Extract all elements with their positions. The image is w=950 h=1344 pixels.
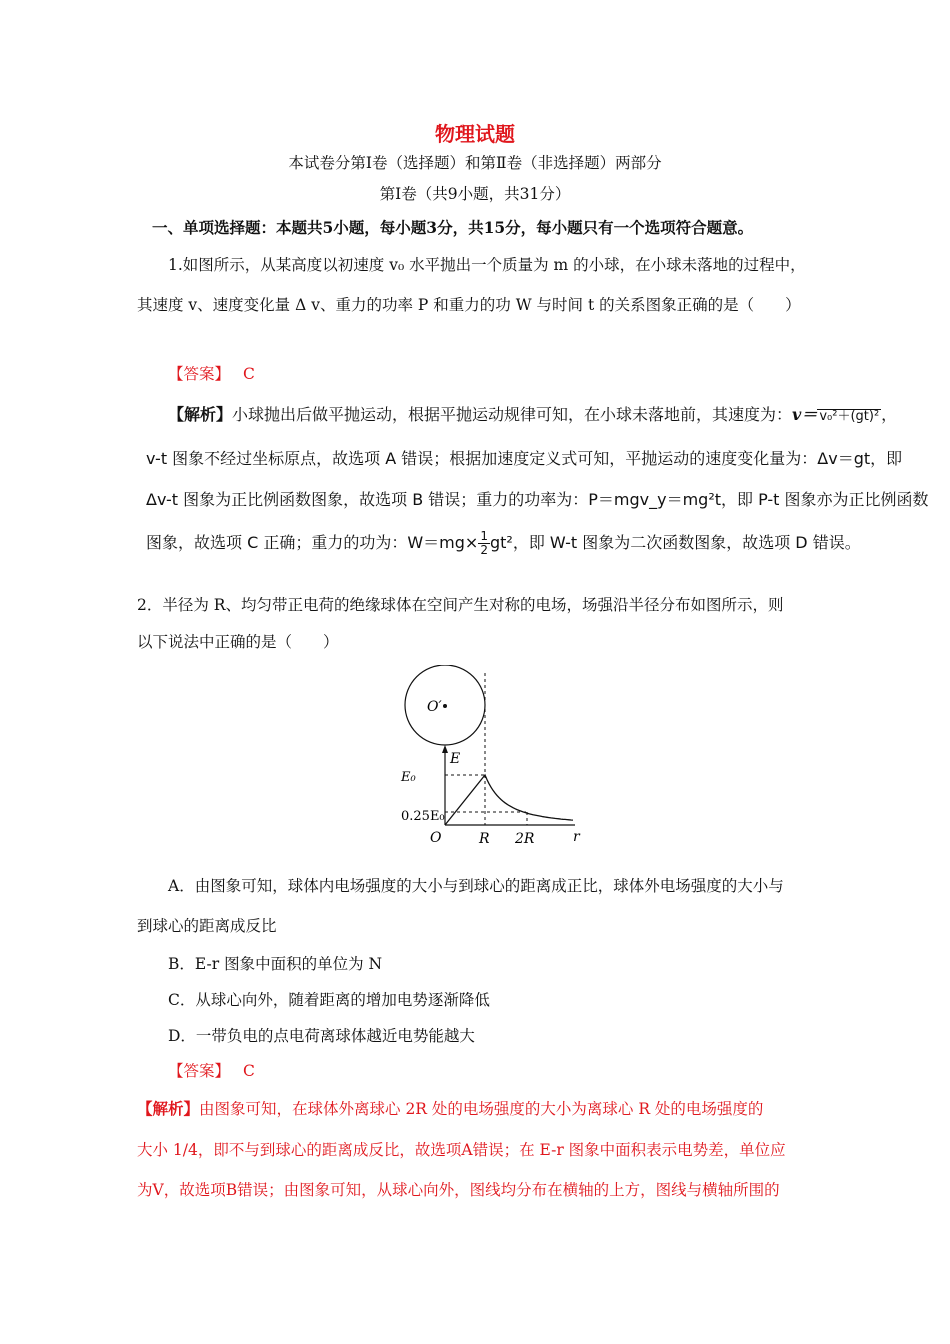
q1-analysis-text1: 小球抛出后做平抛运动，根据平抛运动规律可知，在小球未落地前，其速度为： — [232, 405, 793, 424]
q1-analysis-line1 — [168, 405, 897, 425]
q2-analysis-label: 【解析】 — [137, 1099, 200, 1118]
q2-option-a-line1: A．由图象可知，球体内电场强度的大小与到球心的距离成正比，球体外电场强度的大小与 — [168, 877, 784, 895]
x-axis-label: r — [573, 829, 580, 845]
q1-answer — [168, 364, 255, 384]
q2-stem-line2: 以下说法中正确的是（ ） — [137, 633, 339, 651]
q1-velocity-formula: v＝ — [792, 405, 818, 424]
part1-header: 第Ⅰ卷（共9小题，共31分） — [379, 185, 571, 203]
sphere-center-label: O′ — [427, 699, 442, 715]
q2-option-c: C．从球心向外，随着距离的增加电势逐渐降低 — [168, 991, 490, 1009]
origin-label: O — [430, 830, 442, 846]
q2-answer — [168, 1061, 255, 1081]
q2-analysis-text1: 由图象可知，在球体外离球心 2R 处的电场强度的大小为离球心 R 处的电场强度的 — [199, 1100, 764, 1118]
y-axis-label: E — [450, 751, 461, 767]
exam-subtitle: 本试卷分第Ⅰ卷（选择题）和第Ⅱ卷（非选择题）两部分 — [288, 154, 662, 172]
q1-analysis-end1: ， — [881, 405, 898, 424]
y-axis-arrow — [442, 745, 448, 753]
q1-stem-line1: 1.如图所示，从某高度以初速度 v₀ 水平抛出一个质量为 m 的小球，在小球未落地的过程中， — [168, 256, 806, 274]
q2-option-b: B．E-r 图象中面积的单位为 N — [168, 955, 383, 973]
two-r-tick-label: 2R — [515, 831, 535, 847]
q1-stem-line2: 其速度 v、速度变化量 Δ v、重力的功率 P 和重力的功 W 与时间 t 的关系图象正确的是（ ） — [137, 296, 801, 314]
q1-analysis-line3: Δv-t 图象为正比例函数图象，故选项 B 错误；重力的功率为：P＝mgv_y＝mg²t，即 P-t 图象亦为正比例函数 — [146, 490, 929, 509]
q1-analysis-line4-b: gt²，即 W-t 图象为二次函数图象，故选项 D 错误。 — [489, 533, 861, 552]
page-title: 物理试题 — [435, 122, 515, 146]
sphere-center-dot — [443, 704, 447, 708]
r-tick-label: R — [479, 831, 490, 847]
q2-stem-line1: 2．半径为 R、均匀带正电荷的绝缘球体在空间产生对称的电场，场强沿半径分布如图所示，则 — [137, 596, 784, 614]
q1-half-fraction — [478, 530, 490, 557]
q2-option-a-line2: 到球心的距离成反比 — [137, 917, 277, 935]
q2-analysis-line1 — [137, 1099, 763, 1119]
q1-answer-value: C — [242, 365, 255, 383]
q1-analysis-label: 【解析】 — [168, 405, 233, 424]
q1-answer-label: 【答案】 — [168, 365, 231, 383]
q1-frac-num: 1 — [480, 529, 488, 543]
q2-analysis-line2: 大小 1/4，即不与到球心的距离成反比，故选项A错误；在 E-r 图象中面积表示电势差，单位应 — [137, 1141, 786, 1159]
q1-velocity-sqrt: v₀²＋(gt)² — [819, 409, 880, 424]
quarter-e0-tick-label: 0.25E₀ — [401, 809, 445, 824]
q2-answer-label: 【答案】 — [168, 1062, 231, 1080]
e0-tick-label: E₀ — [401, 770, 416, 785]
q2-answer-value: C — [242, 1062, 255, 1080]
section1-header: 一、单项选择题：本题共5小题，每小题3分，共15分，每小题只有一个选项符合题意。 — [152, 218, 754, 237]
efield-curve — [445, 775, 573, 825]
q1-analysis-line4-a: 图象，故选项 C 正确；重力的功为：W＝mg× — [146, 533, 479, 552]
efield-figure — [395, 665, 595, 855]
q1-analysis-line4 — [146, 530, 861, 557]
q2-option-d: D．一带负电的点电荷离球体越近电势能越大 — [168, 1027, 475, 1045]
q1-analysis-line2: v-t 图象不经过坐标原点，故选项 A 错误；根据加速度定义式可知，平抛运动的速度变化量为：Δv＝gt，即 — [146, 449, 903, 468]
q1-frac-den: 2 — [480, 543, 488, 557]
q2-analysis-line3: 为V，故选项B错误；由图象可知，从球心向外，图线均分布在横轴的上方，图线与横轴所围的 — [137, 1181, 780, 1199]
